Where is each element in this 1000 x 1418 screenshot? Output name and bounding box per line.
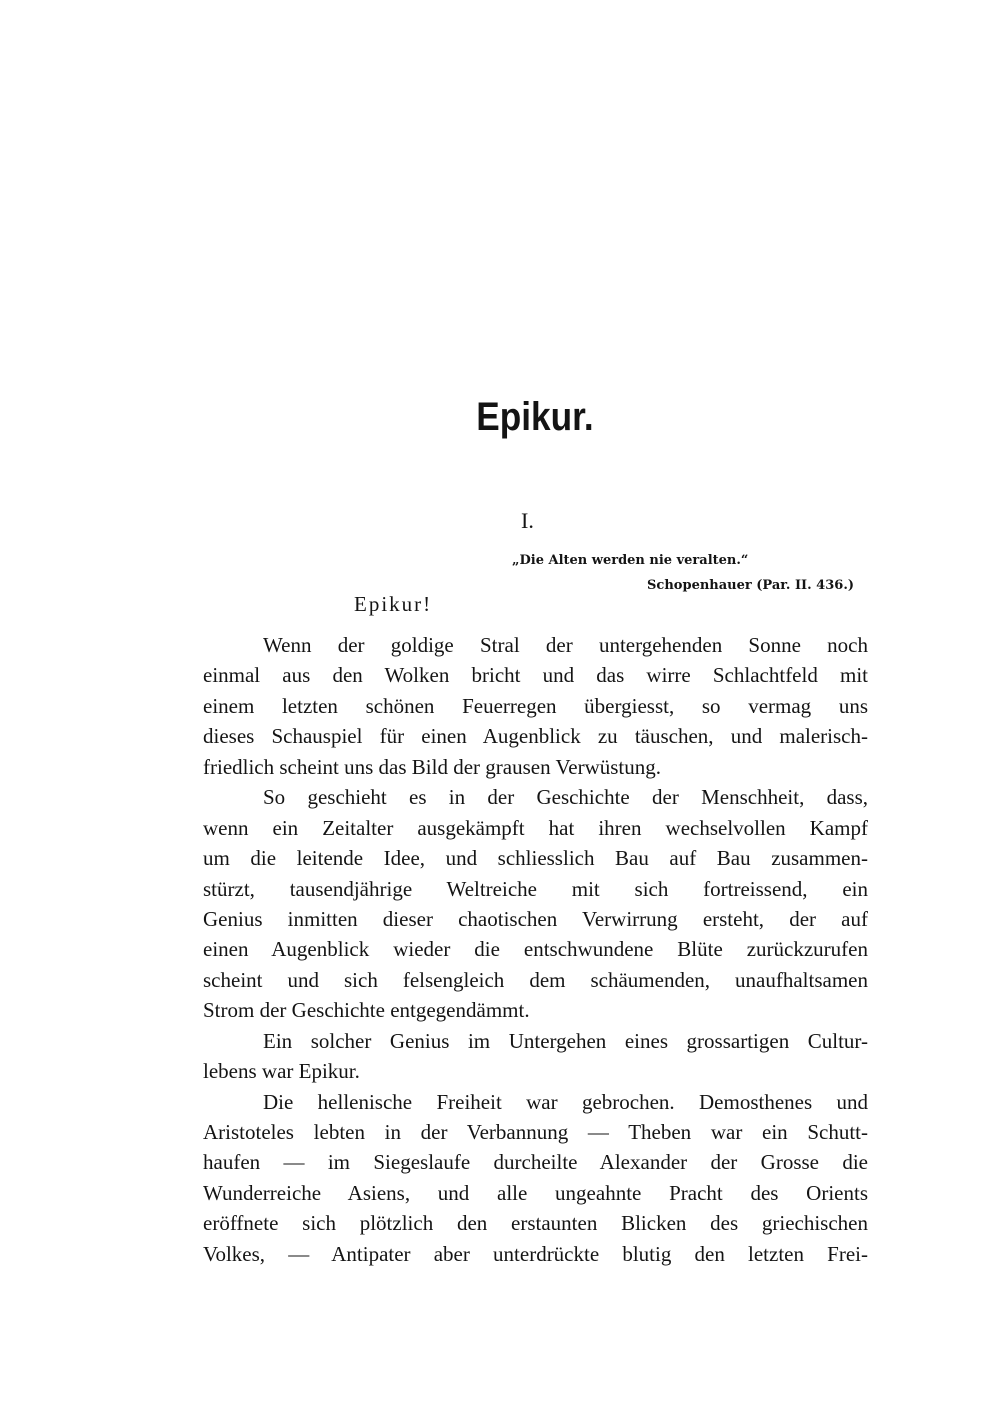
text-line: Strom der Geschichte entgegendämmt. — [203, 998, 530, 1023]
page-title: Epikur. — [476, 395, 594, 439]
text-line: um die leitende Idee, und schliesslich Bau auf Bau zusammen- — [203, 846, 868, 871]
text-line: haufen — im Siegeslaufe durcheilte Alexander der Grosse die — [203, 1150, 868, 1175]
epigraph-quote: „Die Alten werden nie veralten.“ — [512, 553, 749, 568]
text-line: Die hellenische Freiheit war gebrochen. Demosthenes und — [263, 1089, 868, 1114]
text-line: dieses Schauspiel für einen Augenblick zu täuschen, und malerisch- — [203, 724, 868, 749]
text-line: einen Augenblick wieder die entschwundene Blüte zurückzurufen — [203, 937, 868, 962]
section-number: I. — [521, 508, 534, 533]
text-line: Ein solcher Genius im Untergehen eines grossartigen Cultur- — [263, 1028, 868, 1053]
text-line: lebens war Epikur. — [203, 1059, 360, 1084]
text-line: einmal aus den Wolken bricht und das wirre Schlachtfeld mit — [203, 663, 868, 688]
body-text — [203, 630, 868, 1269]
text-line: stürzt, tausendjährige Weltreiche mit sich fortreissend, ein — [203, 876, 868, 901]
text-line: Wunderreiche Asiens, und alle ungeahnte Pracht des Orients — [203, 1180, 868, 1205]
text-line: friedlich scheint uns das Bild der grausen Verwüstung. — [203, 754, 662, 779]
text-line: Aristoteles lebten in der Verbannung — Theben war ein Schutt- — [203, 1120, 868, 1144]
text-line: scheint und sich felsengleich dem schäumenden, unaufhaltsamen — [203, 967, 868, 992]
text-line: Wenn der goldige Stral der untergehenden Sonne noch — [263, 633, 868, 657]
epigraph-source: Schopenhauer (Par. II. 436.) — [647, 578, 854, 593]
section-heading: Epikur! — [354, 592, 433, 616]
text-line: So geschieht es in der Geschichte der Menschheit, dass, — [263, 785, 868, 810]
text-line: wenn ein Zeitalter ausgekämpft hat ihren wechselvollen Kampf — [203, 815, 868, 840]
text-line: einem letzten schönen Feuerregen übergiesst, so vermag uns — [203, 693, 868, 718]
text-line: eröffnete sich plötzlich den erstaunten Blicken des griechischen — [203, 1211, 868, 1236]
text-line: Volkes, — Antipater aber unterdrückte blutig den letzten Frei- — [203, 1241, 868, 1266]
text-line: Genius inmitten dieser chaotischen Verwirrung ersteht, der auf — [203, 906, 868, 931]
